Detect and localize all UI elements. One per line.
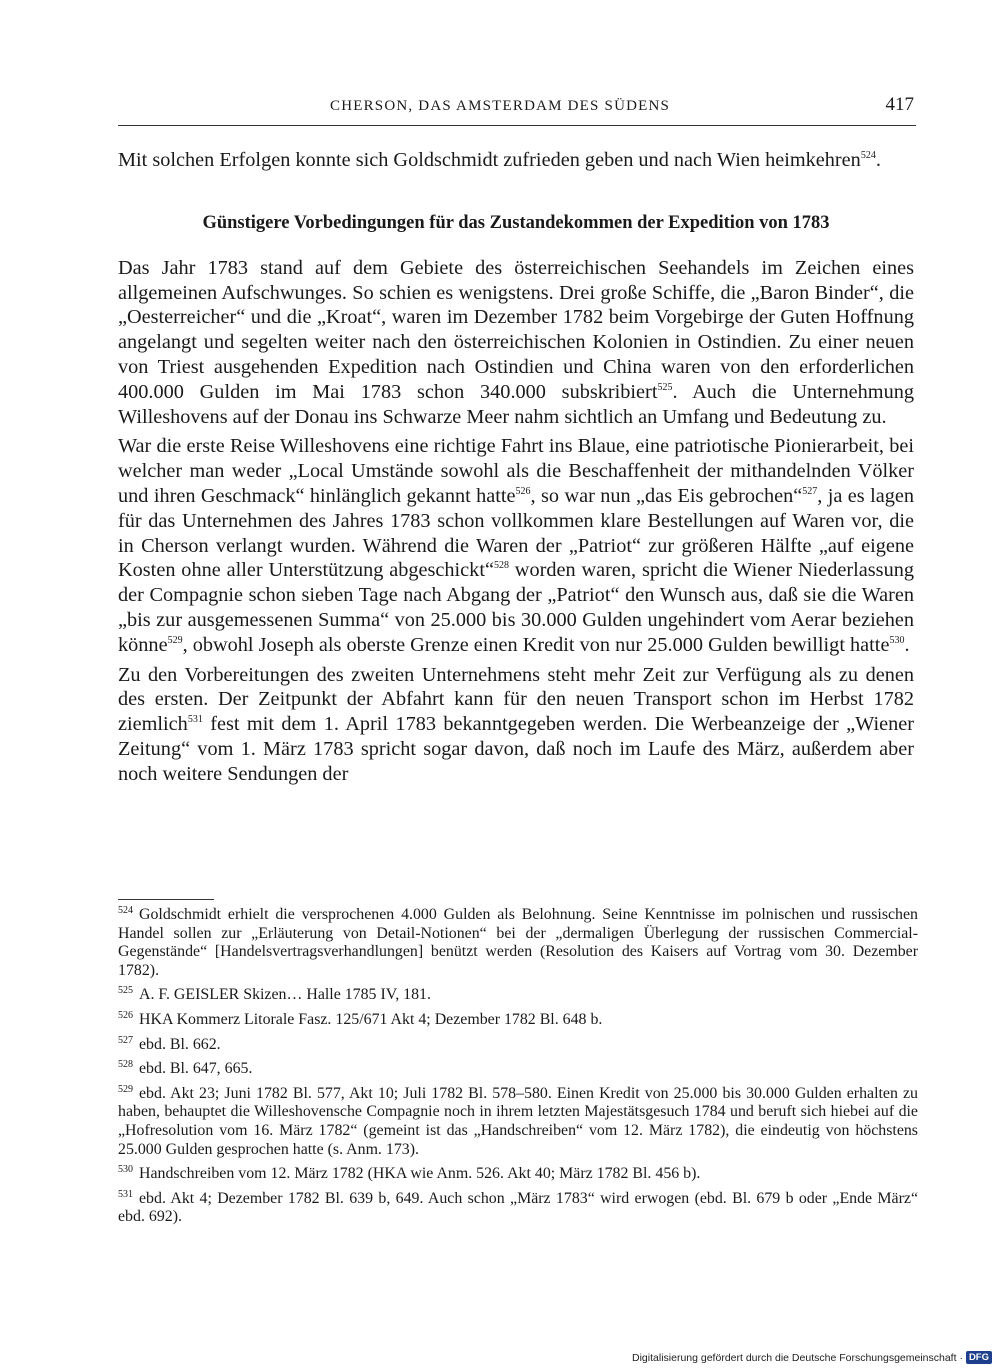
footnote-ref: 526 xyxy=(515,485,531,497)
footnote-number: 524 xyxy=(118,905,133,916)
main-text xyxy=(118,148,914,787)
page-number: 417 xyxy=(885,94,914,115)
paragraph-1 xyxy=(118,256,914,430)
footnote-ref: 531 xyxy=(187,714,203,726)
footnote-text: ebd. Bl. 647, 665. xyxy=(139,1060,253,1078)
footnotes xyxy=(118,906,918,1227)
paragraph-3-text-a: Zu den Vorbereitungen des zweiten Unternehmens steht mehr Zeit zur Verfügung als zu denen des ersten. Der Zeitpunkt der Abfahrt kann für den neuen Transport schon im Herbst 1782 ziemlich xyxy=(118,663,914,736)
section-heading: Günstigere Vorbedingungen für das Zustandekommen der Expedition von 1783 xyxy=(202,212,830,233)
running-head-title: CHERSON, DAS AMSTERDAM DES SÜDENS xyxy=(330,98,671,114)
footnote-number: 531 xyxy=(118,1188,133,1200)
paragraph-2-text-f: . xyxy=(904,633,910,656)
footnote-number: 525 xyxy=(118,985,133,997)
footnote-ref: 529 xyxy=(167,634,183,646)
footnote-rule xyxy=(118,899,214,900)
footnote-number: 529 xyxy=(118,1083,133,1095)
footnote-ref: 530 xyxy=(889,634,905,646)
header-rule xyxy=(118,125,916,126)
paragraph-0-tail: . xyxy=(875,149,881,171)
running-head xyxy=(118,88,918,118)
paragraph-3-text-b: fest mit dem 1. April 1783 bekanntgegeben werden. Die Werbeanzeige der „Wiener Zeitung“ vom 1. März 1783 spricht sogar davon, daß noch im Laufe des März, außerdem aber noch weitere Sendungen der xyxy=(118,713,914,785)
footnote-ref: 524 xyxy=(860,150,876,161)
footnote xyxy=(118,1036,918,1055)
footnote-ref: 528 xyxy=(493,560,509,572)
digitization-footer xyxy=(632,1351,992,1364)
paragraph-1-text-b: . Auch die Unternehmung Willeshovens auf der Donau ins Schwarze Meer nahm sichtlich an Umfang und Bedeutung zu. xyxy=(118,380,914,428)
footnote xyxy=(118,906,918,980)
paragraph-2-text-d: worden waren, spricht die Wiener Niederlassung der Compagnie schon sieben Tage nach Abgang der „Patriot“ den Wunsch aus, daß sie die Waren „bis zur ausgemessenen Summa“ von 25.000 bis 30.000 Gulden ungehindert vom Aerar beziehen könne xyxy=(118,559,914,656)
paragraph-0 xyxy=(118,148,914,173)
footnote-text: ebd. Bl. 662. xyxy=(139,1035,221,1053)
footnote xyxy=(118,1060,918,1079)
footnote xyxy=(118,1011,918,1030)
footnote-number: 530 xyxy=(118,1164,133,1176)
footnote-ref: 525 xyxy=(657,381,673,393)
paragraph-2-text-e: , obwohl Joseph als oberste Grenze einen Kredit von nur 25.000 Gulden bewilligt hatte xyxy=(182,633,890,656)
footnote-ref: 527 xyxy=(802,485,818,497)
footnote xyxy=(118,1165,918,1184)
dfg-logo: DFG xyxy=(966,1351,992,1364)
paragraph-2-text-c: , ja es lagen für das Unternehmen des Jahres 1783 schon vollkommen klare Bestellungen auf Waren vor, die in Cherson verlangt wurden. Während die Waren der „Patriot“ zur größeren Hälfte „auf eigene Kosten ohne aller Unterstützung abgeschickt“ xyxy=(118,484,914,582)
footnote-number: 526 xyxy=(118,1009,133,1021)
footnote-text: Goldschmidt erhielt die versprochenen 4.000 Gulden als Belohnung. Seine Kenntnisse im polnischen und russischen Handel sollen zur „Erläuterung von Detail-Notionen“ bei der „dermaligen Überlegung der russischen Commercial-Gegenstände“ [Handelsvertragsverhandlungen] benützt werden (Resolution des Kaisers auf Vortrag vom 30. Dezember 1782). xyxy=(118,906,918,979)
footnote xyxy=(118,1190,918,1227)
paragraph-2-text-a: War die erste Reise Willeshovens eine richtige Fahrt ins Blaue, eine patriotische Pionierarbeit, bei welcher man weder „Local Umstände sowohl als die Beschaffenheit der mithandelnden Völker und ihren Geschmack“ hinlänglich gekannt hatte xyxy=(118,435,914,507)
paragraph-3 xyxy=(118,663,914,787)
footer-text: Digitalisierung gefördert durch die Deutsche Forschungsgemeinschaft · xyxy=(632,1351,963,1364)
footnote-text: ebd. Akt 23; Juni 1782 Bl. 577, Akt 10; Juli 1782 Bl. 578–580. Einen Kredit von 25.000 bis 30.000 Gulden erhalten zu haben, behauptet die Willeshovensche Compagnie noch in ihrem letzten Majestätsgesuch 1784 und beruft sich hiebei auf die „Hofresolution vom 16. März 1782“ (gemeint ist das „Handschreiben“ vom 12. März 1782), die eindeutig von höchstens 25.000 Gulden gesprochen hatte (s. Anm. 173). xyxy=(118,1084,918,1158)
footnote-text: Handschreiben vom 12. März 1782 (HKA wie Anm. 526. Akt 40; März 1782 Bl. 456 b). xyxy=(139,1165,701,1183)
footnote-text: A. F. GEISLER Skizen… Halle 1785 IV, 181. xyxy=(139,986,431,1004)
paragraph-2 xyxy=(118,434,914,657)
paragraph-0-text: Mit solchen Erfolgen konnte sich Goldschmidt zufrieden geben und nach Wien heimkehren xyxy=(118,149,861,171)
footnote xyxy=(118,986,918,1005)
footnote xyxy=(118,1085,918,1159)
paragraph-1-text-a: Das Jahr 1783 stand auf dem Gebiete des österreichischen Seehandels im Zeichen eines allgemeinen Aufschwunges. So schien es wenigstens. Drei große Schiffe, die „Baron Binder“, die „Oesterreicher“ und die „Kroat“, waren im Dezember 1782 beim Vorgebirge der Guten Hoffnung angelangt und segelten weiter nach den österreichischen Kolonien in Ostindien. Zu einer neuen von Triest ausgehenden Expedition nach Ostindien und China waren von den erforderlichen 400.000 Gulden im Mai 1783 schon 340.000 subskribiert xyxy=(118,256,914,403)
footnote-number: 528 xyxy=(118,1059,133,1071)
footnote-number: 527 xyxy=(118,1034,133,1046)
footnote-text: HKA Kommerz Litorale Fasz. 125/671 Akt 4; Dezember 1782 Bl. 648 b. xyxy=(139,1010,603,1028)
footnote-text: ebd. Akt 4; Dezember 1782 Bl. 639 b, 649. Auch schon „März 1783“ wird erwogen (ebd. Bl. 679 b oder „Ende März“ ebd. 692). xyxy=(118,1189,918,1226)
paragraph-2-text-b: , so war nun „das Eis gebrochen“ xyxy=(530,484,803,507)
